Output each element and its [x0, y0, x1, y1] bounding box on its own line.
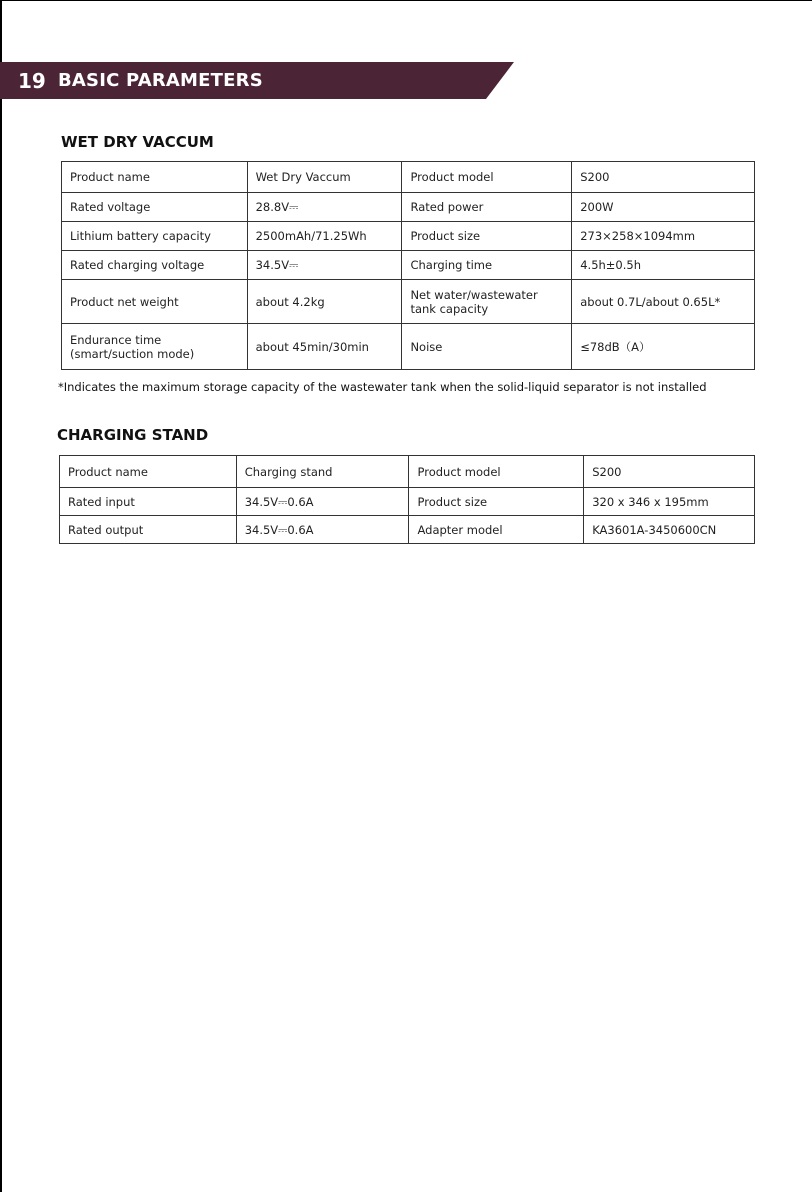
spec-value: 273×258×1094mm [572, 222, 755, 251]
spec-value: S200 [572, 162, 755, 193]
table-row [62, 193, 755, 222]
spec-value: 2500mAh/71.25Wh [247, 222, 402, 251]
spec-label: Product name [60, 456, 237, 488]
spec-label: Charging time [402, 251, 572, 280]
spec-label: Adapter model [409, 516, 584, 544]
spec-value: S200 [584, 456, 755, 488]
spec-label: Rated charging voltage [62, 251, 248, 280]
wet-dry-spec-table [61, 161, 755, 370]
capacity-footnote: *Indicates the maximum storage capacity of the wastewater tank when the solid-liquid separator is not installed [58, 380, 707, 394]
spec-label: Lithium battery capacity [62, 222, 248, 251]
spec-label: Product size [409, 488, 584, 516]
wet-dry-title: WET DRY VACCUM [61, 133, 214, 151]
spec-value: about 45min/30min [247, 324, 402, 370]
spec-value: 34.5V⎓0.6A [236, 516, 409, 544]
spec-label: Endurance time (smart/suction mode) [62, 324, 248, 370]
section-banner [0, 62, 514, 99]
section-number: 19 [18, 69, 46, 93]
charging-stand-title: CHARGING STAND [57, 426, 209, 444]
spec-value: 4.5h±0.5h [572, 251, 755, 280]
spec-label: Product name [62, 162, 248, 193]
page-frame-top [0, 0, 812, 1]
page-frame-left [0, 0, 2, 1192]
section-title: BASIC PARAMETERS [58, 70, 263, 91]
spec-value: 34.5V⎓0.6A [236, 488, 409, 516]
table-row [62, 251, 755, 280]
spec-label: Product model [402, 162, 572, 193]
table-row [60, 488, 755, 516]
spec-value: 28.8V⎓ [247, 193, 402, 222]
spec-value: 34.5V⎓ [247, 251, 402, 280]
spec-value: 320 x 346 x 195mm [584, 488, 755, 516]
spec-label: Rated output [60, 516, 237, 544]
table-row [62, 162, 755, 193]
table-row [62, 222, 755, 251]
spec-value: ≤78dB（A） [572, 324, 755, 370]
spec-label: Rated input [60, 488, 237, 516]
spec-value: Charging stand [236, 456, 409, 488]
spec-value: about 4.2kg [247, 280, 402, 324]
charging-stand-spec-table [59, 455, 755, 544]
spec-value: 200W [572, 193, 755, 222]
spec-label: Product net weight [62, 280, 248, 324]
table-row [62, 280, 755, 324]
spec-label: Product size [402, 222, 572, 251]
table-row [60, 456, 755, 488]
spec-label: Product model [409, 456, 584, 488]
spec-value: Wet Dry Vaccum [247, 162, 402, 193]
spec-label: Rated voltage [62, 193, 248, 222]
spec-value: KA3601A-3450600CN [584, 516, 755, 544]
table-row [60, 516, 755, 544]
spec-label: Noise [402, 324, 572, 370]
spec-label: Rated power [402, 193, 572, 222]
spec-value: about 0.7L/about 0.65L* [572, 280, 755, 324]
table-row [62, 324, 755, 370]
spec-label: Net water/wastewater tank capacity [402, 280, 572, 324]
